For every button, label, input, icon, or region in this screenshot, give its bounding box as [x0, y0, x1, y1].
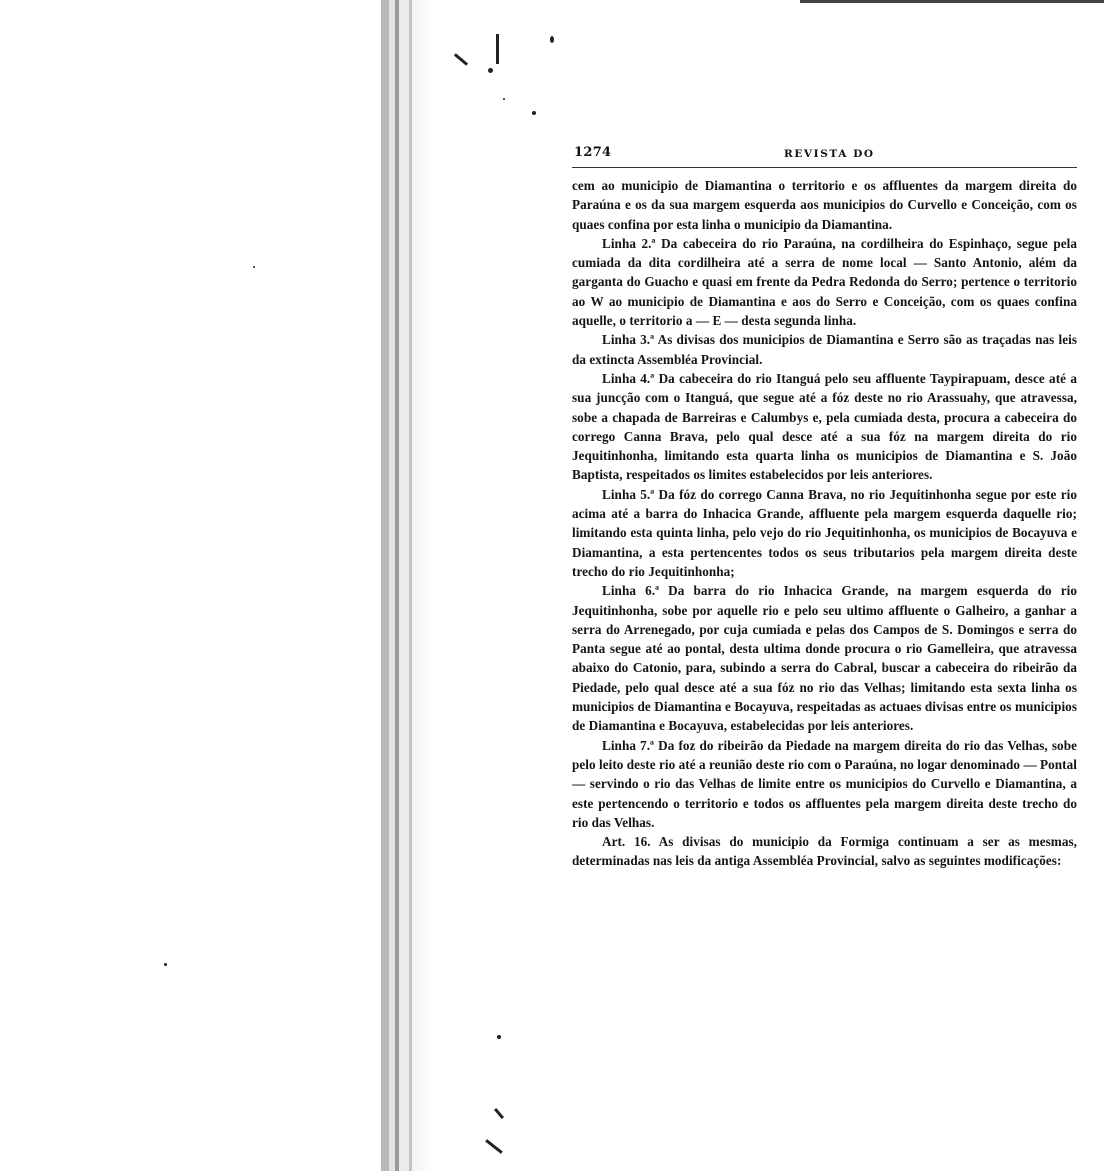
scan-speck [503, 98, 505, 100]
scan-speck [532, 111, 536, 115]
scan-mark [496, 34, 499, 64]
scan-mark [494, 1108, 504, 1119]
binding-shadow [381, 0, 433, 1171]
scan-speck [164, 963, 167, 966]
paragraph: Art. 16. As divisas do municipio da Formiga continuam a ser as mesmas, determinadas nas leis da antiga Assembléa Provincial, salvo as seguintes modificações: [572, 834, 1077, 869]
paragraph: cem ao municipio de Diamantina o territorio e os affluentes da margem direita do Paraúna e os da sua margem esquerda aos municipios do Curvello e Conceição, com os quaes confina por esta linha o municipio da Diamantina. [572, 178, 1077, 232]
paragraph: Linha 5.ª Da fóz do corrego Canna Brava, no rio Jequitinhonha segue por este rio acima até a barra do Inhacica Grande, affluente pela margem esquerda daquelle rio; limitando esta quinta linha, pelo vejo do rio Jequitinhonha, os municipios de Bocayuva e Diamantina, a esta pertencentes todos os seus tributarios pela margem direita deste trecho do rio Jequitinhonha; [572, 486, 1077, 579]
body-text [572, 176, 1077, 871]
paragraph: Linha 4.ª Da cabeceira do rio Itanguá pelo seu affluente Taypirapuam, desce até a sua juncção com o Itanguá, que segue até a fóz deste no rio Arassuahy, que atravessa, sobe a chapada de Barreiras e Calumbys e, pela cumiada desta, procura a cabeceira do corrego Canna Brava, pelo qual desce até a sua fóz na margem direita do rio Jequitinhonha, limitando esta quarta linha os municipios de Diamantina e S. João Baptista, respeitados os limites estabelecidos por leis anteriores. [572, 370, 1077, 483]
paragraph: Linha 6.ª Da barra do rio Inhacica Grande, na margem esquerda do rio Jequitinhonha, sobe por aquelle rio e pelo seu ultimo affluente o Galheiro, a ganhar a serra do Arrenegado, por cuja cumiada e pelas dos Campos de S. Domingos e serra do Panta segue até ao pontal, desta ultima donde procura o rio Gamelleira, que atravessa abaixo do Catonio, para, subindo a serra do Cabral, buscar a cabeceira do ribeirão da Piedade, pelo qual desce até a sua fóz no rio das Velhas; limitando esta sexta linha os municipios de Diamantina e Bocayuva, respeitadas as actuaes divisas entre os municipios de Diamantina e Bocayuva, estabelecidas por leis anteriores. [572, 583, 1077, 734]
scan-speck [497, 1035, 501, 1039]
scan-edge-line [800, 0, 1104, 3]
scan-speck [550, 36, 554, 43]
page-header [572, 145, 1077, 168]
page-number: 1274 [574, 145, 612, 160]
scan-mark [454, 53, 468, 66]
scan-mark [485, 1139, 503, 1154]
document-page [572, 145, 1077, 871]
running-head: REVISTA DO [784, 148, 875, 160]
paragraph: Linha 2.ª Da cabeceira do rio Paraúna, na cordilheira do Espinhaço, segue pela cumiada da dita cordilheira até a serra de nome local — Santo Antonio, além da garganta do Guacho e quasi em frente da Pedra Redonda do Serro; pertence o territorio ao W ao municipio de Diamantina e aos do Serro e Conceição, com os quaes confina aquelle, o territorio a — E — desta segunda linha. [572, 235, 1077, 329]
paragraph: Linha 7.ª Da foz do ribeirão da Piedade na margem direita do rio das Velhas, sobe pelo leito deste rio até a reunião deste rio com o Paraúna, no logar denominado — Pontal — servindo o rio das Velhas de limite entre os municipios do Curvello e Diamantina, a este pertencendo o territorio e todos os affluentes pela margem direita deste trecho do rio das Velhas. [572, 737, 1077, 830]
paragraph: Linha 3.ª As divisas dos municipios de Diamantina e Serro são as traçadas nas leis da extincta Assembléa Provincial. [572, 332, 1077, 367]
scan-speck [253, 266, 255, 268]
scan-speck [488, 68, 493, 73]
